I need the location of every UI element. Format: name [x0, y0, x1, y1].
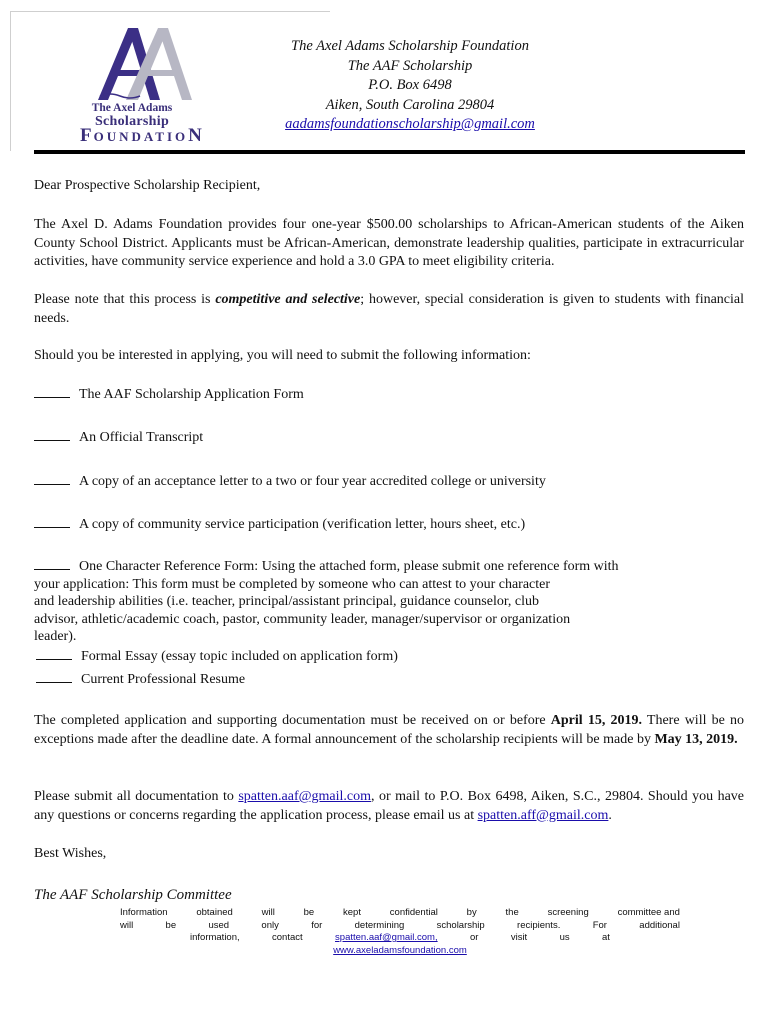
paragraph-eligibility: The Axel D. Adams Foundation provides four one-year $500.00 scholarships to African-American students of the Aiken County School District. Applicants must be African-American, demonstrate leadership qualities, participate in extracurricular activities, have community service experience and hold a 3.0 GPA to meet eligibility criteria.	[34, 217, 744, 269]
emphasis-competitive: competitive and selective	[215, 292, 361, 307]
submission-email-link[interactable]: spatten.aaf@gmail.com	[238, 789, 371, 804]
letterhead-line-1: The Axel Adams Scholarship Foundation	[291, 38, 529, 54]
paragraph-deadline: The completed application and supporting documentation must be received on or before April 15, 2019. There will be no exceptions made after the deadline date. A formal announcement of the scholarship recipients will be made by May 13, 2019.	[34, 713, 745, 747]
header-divider	[34, 150, 745, 154]
footer-word: kept	[343, 907, 361, 918]
logo-line-3: FOUNDATION	[80, 125, 204, 146]
footer-word: information,	[190, 932, 240, 943]
foundation-logo	[78, 22, 213, 146]
footer-word: will	[120, 919, 134, 931]
footer-word: at	[602, 932, 610, 943]
footer-row-3	[120, 932, 680, 945]
footer-word: will	[261, 907, 275, 918]
checkbox-blank[interactable]	[36, 670, 72, 683]
logo-line-2: Scholarship	[94, 114, 170, 129]
footer-word: be	[165, 919, 177, 931]
checkbox-blank[interactable]	[36, 647, 72, 660]
footer-row-1	[120, 907, 680, 920]
contact-email-link[interactable]: spatten.aff@gmail.com	[477, 807, 609, 823]
footer-word: for	[311, 919, 323, 931]
page-border-top	[10, 11, 330, 12]
footer-word: be	[303, 907, 315, 918]
logo-line-1: The Axel Adams	[91, 102, 173, 114]
checkbox-blank[interactable]	[34, 515, 70, 528]
checklist-item: A copy of community service participation (verification letter, hours sheet, etc.)	[34, 515, 525, 533]
confidentiality-footer	[120, 907, 680, 957]
salutation: Dear Prospective Scholarship Recipient,	[34, 178, 261, 193]
footer-word: confidential	[389, 907, 438, 918]
letterhead-line-2: The AAF Scholarship	[347, 57, 473, 74]
footer-word: screening	[547, 907, 589, 918]
checklist-item: A copy of an acceptance letter to a two or four year accredited college or university	[34, 472, 546, 490]
footer-word: visit	[510, 932, 528, 943]
footer-word: us	[559, 932, 570, 943]
checkbox-blank[interactable]	[34, 472, 70, 485]
deadline-date: April 15, 2019.	[550, 713, 642, 728]
paragraph-requirements-intro: Should you be interested in applying, you will need to submit the following information:	[34, 348, 531, 363]
footer-word: scholarship	[436, 919, 485, 931]
footer-word: recipients.	[517, 919, 561, 931]
checklist-item: The AAF Scholarship Application Form	[34, 385, 304, 403]
checkbox-blank[interactable]	[34, 428, 70, 441]
footer-email-link[interactable]: spatten.aaf@gmail.com,	[335, 932, 438, 943]
footer-word: committee and	[617, 907, 680, 918]
footer-word: or	[470, 932, 479, 943]
footer-word: contact	[272, 932, 303, 943]
letterhead-email-link[interactable]: aadamsfoundationscholarship@gmail.com	[285, 116, 535, 132]
footer-word: additional	[639, 919, 680, 931]
footer-word: For	[592, 919, 607, 931]
footer-word: the	[505, 907, 519, 918]
checklist-item-essay: Formal Essay (essay topic included on application form)	[36, 647, 398, 665]
footer-word: Information	[120, 907, 168, 918]
footer-row-2	[120, 920, 680, 933]
footer-word: determining	[354, 919, 405, 931]
paragraph-selection: Please note that this process is competitive and selective; however, special consideration is given to students with financial needs.	[34, 292, 745, 326]
letterhead	[235, 37, 585, 135]
announcement-date: May 13, 2019.	[654, 731, 738, 747]
checkbox-blank[interactable]	[34, 385, 70, 398]
website-link[interactable]: www.axeladamsfoundation.com	[333, 944, 467, 956]
aa-monogram-icon	[78, 22, 213, 104]
letterhead-line-4: Aiken, South Carolina 29804	[325, 96, 495, 113]
footer-word: obtained	[196, 907, 233, 918]
letterhead-line-3: P.O. Box 6498	[368, 77, 452, 93]
footer-word: used	[208, 919, 230, 931]
footer-word: only	[261, 919, 279, 931]
checklist-item-reference: One Character Reference Form: Using the attached form, please submit one reference form with your application: This form must be completed by someone who can attest to your character and leadership abilities (i.e. teacher, principal/assistant principal, guidance counselor, club advisor, athletic/academic coach, pastor, community leader, manager/supervisor or organization leader).	[34, 559, 619, 644]
paragraph-submission: Please submit all documentation to spatten.aaf@gmail.com, or mail to P.O. Box 6498, Aiken, S.C., 29804. Should you have any questions or concerns regarding the application process, please email us at spatten.aff@gmail.com.	[34, 789, 744, 823]
closing: Best Wishes,	[34, 846, 107, 861]
footer-word: by	[466, 907, 477, 918]
checklist-item: An Official Transcript	[34, 428, 203, 446]
checklist-item-resume: Current Professional Resume	[36, 670, 245, 688]
page-border-left	[10, 11, 11, 151]
signature: The AAF Scholarship Committee	[34, 887, 232, 903]
checkbox-blank[interactable]	[34, 557, 70, 570]
